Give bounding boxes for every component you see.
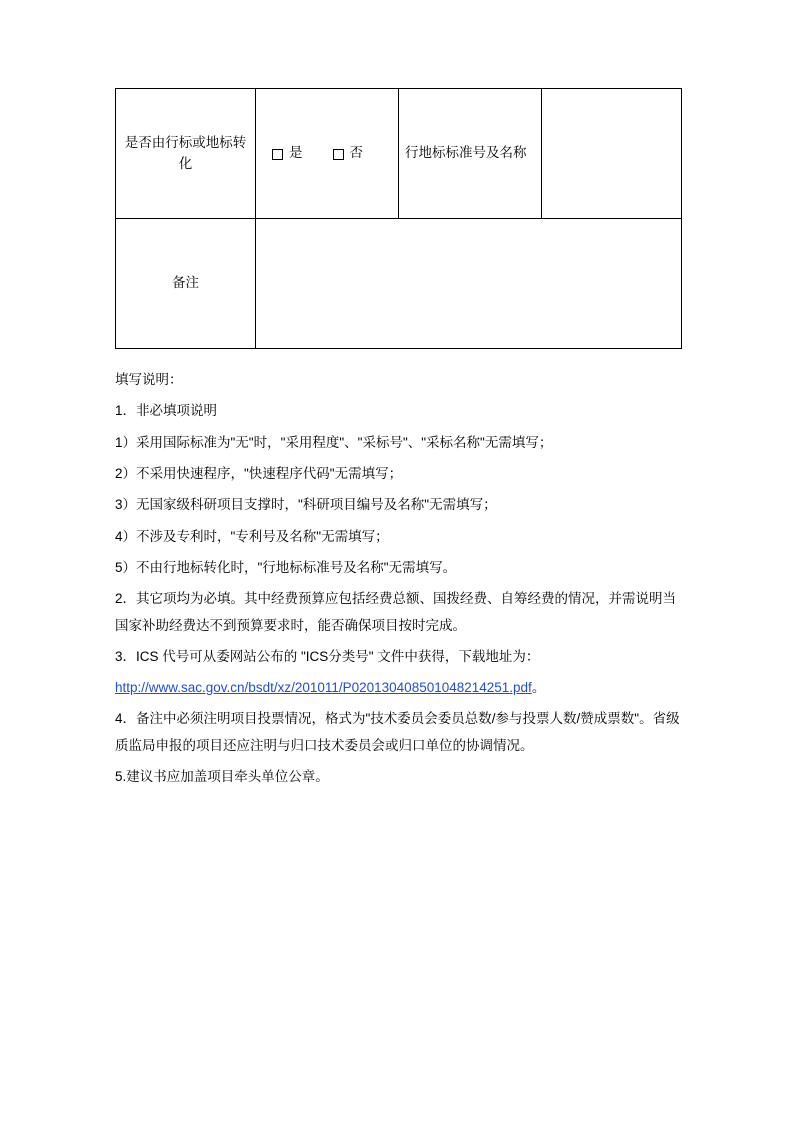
instruction-item-3-text: 3．ICS 代号可从委网站公布的 "ICS分类号" 文件中获得，下载地址为： bbox=[115, 648, 540, 664]
checkbox-no[interactable] bbox=[333, 149, 344, 160]
instruction-item-5: 5.建议书应加盖项目牵头单位公章。 bbox=[115, 769, 329, 785]
instruction-item-2: 2．其它项均为必填。其中经费预算应包括经费总额、国拨经费、自筹经费的情况，并需说明当国家补助经费达不到预算要求时，能否确保项目按时完成。 bbox=[115, 591, 677, 633]
standard-number-label: 行地标标准号及名称 bbox=[405, 145, 527, 161]
instruction-subitem: 2）不采用快速程序，"快速程序代码"无需填写； bbox=[115, 465, 403, 481]
instruction-item-1-heading: 1．非必填项说明 bbox=[115, 403, 218, 419]
instruction-item-3 bbox=[115, 644, 681, 670]
table-row bbox=[116, 219, 682, 349]
conversion-label: 是否由行标或地标转化 bbox=[124, 135, 247, 171]
instruction-subitem: 1）采用国际标准为"无"时，"采用程度"、"采标号"、"采标名称"无需填写； bbox=[115, 434, 553, 450]
instruction-subitem: 4）不涉及专利时，"专利号及名称"无需填写； bbox=[115, 528, 389, 544]
instruction-item-3-suffix: 。 bbox=[531, 680, 546, 696]
instruction-item-3-link-line bbox=[115, 675, 681, 701]
remarks-value-cell[interactable] bbox=[256, 219, 682, 349]
remarks-label-cell bbox=[116, 219, 256, 349]
standard-number-value-cell[interactable] bbox=[542, 89, 682, 219]
checkbox-no-label: 否 bbox=[349, 145, 363, 161]
page-content bbox=[115, 88, 681, 795]
remarks-label: 备注 bbox=[172, 275, 199, 291]
instructions-section bbox=[115, 367, 681, 790]
conversion-choice-cell bbox=[256, 89, 399, 219]
instruction-subitem: 5）不由行地标转化时，"行地标标准号及名称"无需填写。 bbox=[115, 559, 457, 575]
checkbox-yes-label: 是 bbox=[289, 145, 303, 161]
standard-number-label-cell bbox=[399, 89, 542, 219]
ics-download-link[interactable]: http://www.sac.gov.cn/bsdt/xz/201011/P020130408501048214251.pdf bbox=[115, 680, 532, 696]
instruction-item-4: 4．备注中必须注明项目投票情况，格式为"技术委员会委员总数/参与投票人数/赞成票数"。省级质监局申报的项目还应注明与归口技术委员会或归口单位的协调情况。 bbox=[115, 711, 680, 753]
conversion-label-cell bbox=[116, 89, 256, 219]
checkbox-yes[interactable] bbox=[272, 149, 283, 160]
conversion-checkbox-group bbox=[262, 143, 392, 163]
instructions-title: 填写说明： bbox=[115, 372, 183, 387]
standard-info-table bbox=[115, 88, 682, 349]
instruction-subitem: 3）无国家级科研项目支撑时，"科研项目编号及名称"无需填写； bbox=[115, 497, 497, 513]
table-row bbox=[116, 89, 682, 219]
